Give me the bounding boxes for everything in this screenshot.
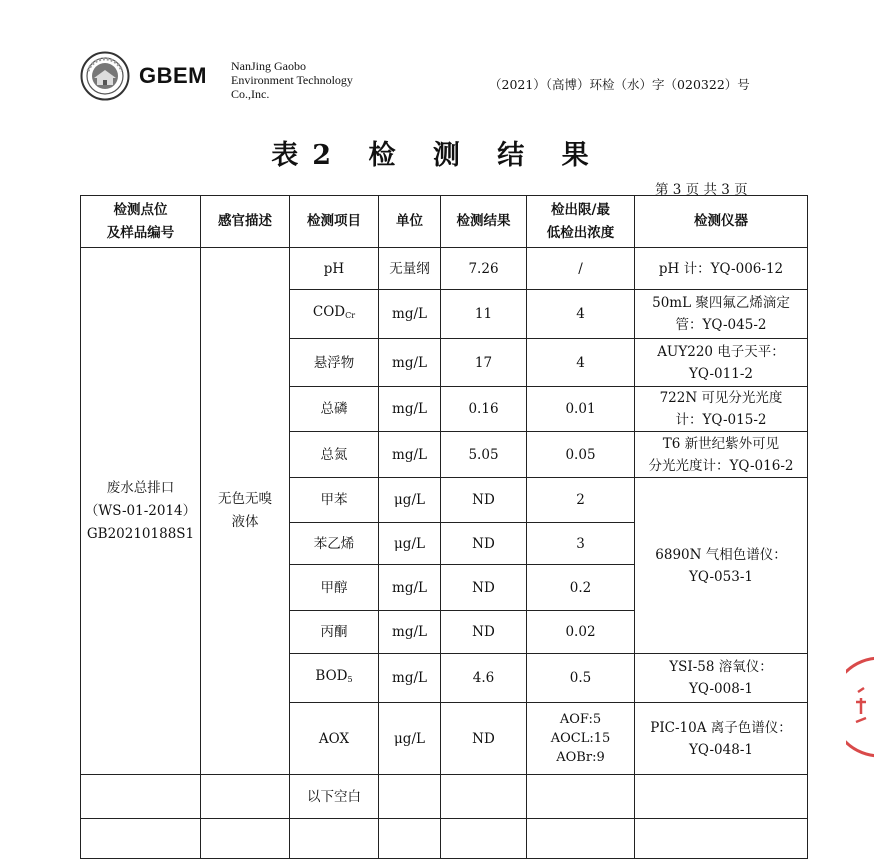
- result-cell: ND: [441, 611, 527, 654]
- blank-note-cell: 以下空白: [290, 775, 379, 819]
- header-point: 检测点位 及样品编号: [81, 196, 201, 248]
- header-item: 检测项目: [290, 196, 379, 248]
- unit-cell: mg/L: [379, 565, 441, 611]
- limit-cell: 0.01: [527, 387, 635, 432]
- result-cell: ND: [441, 478, 527, 523]
- table-row: [81, 248, 808, 290]
- result-cell: 4.6: [441, 654, 527, 703]
- red-seal-stamp: [846, 652, 874, 762]
- unit-cell: mg/L: [379, 387, 441, 432]
- limit-cell: 0.05: [527, 432, 635, 478]
- result-cell: 5.05: [441, 432, 527, 478]
- sample-point-cell: 废水总排口 （WS-01-2014） GB20210188S1: [81, 248, 201, 775]
- empty-row: [81, 819, 808, 859]
- instrument-cell: 722N 可见分光光度 计：YQ-015-2: [635, 387, 808, 432]
- unit-cell: mg/L: [379, 611, 441, 654]
- item-cell: 总磷: [290, 387, 379, 432]
- unit-cell: mg/L: [379, 290, 441, 339]
- company-name: NanJing Gaobo Environment Technology Co.,Inc.: [231, 59, 353, 101]
- unit-cell: μg/L: [379, 478, 441, 523]
- brand-name: GBEM: [139, 63, 207, 88]
- item-cell: 甲醇: [290, 565, 379, 611]
- limit-cell: 2: [527, 478, 635, 523]
- header-limit: 检出限/最 低检出浓度: [527, 196, 635, 248]
- instrument-cell: AUY220 电子天平： YQ-011-2: [635, 339, 808, 387]
- limit-cell: 3: [527, 523, 635, 565]
- item-cell: 悬浮物: [290, 339, 379, 387]
- blank-note-row: [81, 775, 808, 819]
- results-table: [80, 195, 808, 859]
- unit-cell: μg/L: [379, 523, 441, 565]
- unit-cell: 无量纲: [379, 248, 441, 290]
- unit-cell: mg/L: [379, 654, 441, 703]
- limit-cell: AOF:5 AOCL:15 AOBr:9: [527, 703, 635, 775]
- result-cell: 11: [441, 290, 527, 339]
- item-cell: 丙酮: [290, 611, 379, 654]
- item-cell: 甲苯: [290, 478, 379, 523]
- sensory-cell: 无色无嗅 液体: [201, 248, 290, 775]
- result-cell: ND: [441, 565, 527, 611]
- instrument-cell: pH 计：YQ-006-12: [635, 248, 808, 290]
- limit-cell: 0.2: [527, 565, 635, 611]
- result-cell: ND: [441, 523, 527, 565]
- item-cell: AOX: [290, 703, 379, 775]
- header-result: 检测结果: [441, 196, 527, 248]
- header-sensory: 感官描述: [201, 196, 290, 248]
- page-number: 第 3 页 共 3 页: [655, 182, 748, 198]
- limit-cell: 4: [527, 339, 635, 387]
- result-cell: ND: [441, 703, 527, 775]
- result-cell: 17: [441, 339, 527, 387]
- header-unit: 单位: [379, 196, 441, 248]
- company-logo: [80, 51, 130, 101]
- limit-cell: 0.02: [527, 611, 635, 654]
- limit-cell: 4: [527, 290, 635, 339]
- gc-instrument-cell: 6890N 气相色谱仪： YQ-053-1: [635, 478, 808, 654]
- instrument-cell: 50mL 聚四氟乙烯滴定 管：YQ-045-2: [635, 290, 808, 339]
- result-cell: 7.26: [441, 248, 527, 290]
- table-header-row: [81, 196, 808, 248]
- item-cell: 总氮: [290, 432, 379, 478]
- limit-cell: /: [527, 248, 635, 290]
- item-cell: $COD_{Cr}$: [290, 290, 379, 339]
- item-cell: $BOD_5$: [290, 654, 379, 703]
- instrument-cell: T6 新世纪紫外可见 分光光度计：YQ-016-2: [635, 432, 808, 478]
- unit-cell: mg/L: [379, 339, 441, 387]
- header-instrument: 检测仪器: [635, 196, 808, 248]
- unit-cell: mg/L: [379, 432, 441, 478]
- instrument-cell: YSI-58 溶氧仪： YQ-008-1: [635, 654, 808, 703]
- page-title: 表2 检 测 结 果: [271, 140, 603, 171]
- result-cell: 0.16: [441, 387, 527, 432]
- limit-cell: 0.5: [527, 654, 635, 703]
- unit-cell: μg/L: [379, 703, 441, 775]
- instrument-cell: PIC-10A 离子色谱仪： YQ-048-1: [635, 703, 808, 775]
- document-number: （2021）（高博）环检（水）字（020322）号: [489, 77, 750, 92]
- item-cell: 苯乙烯: [290, 523, 379, 565]
- item-cell: pH: [290, 248, 379, 290]
